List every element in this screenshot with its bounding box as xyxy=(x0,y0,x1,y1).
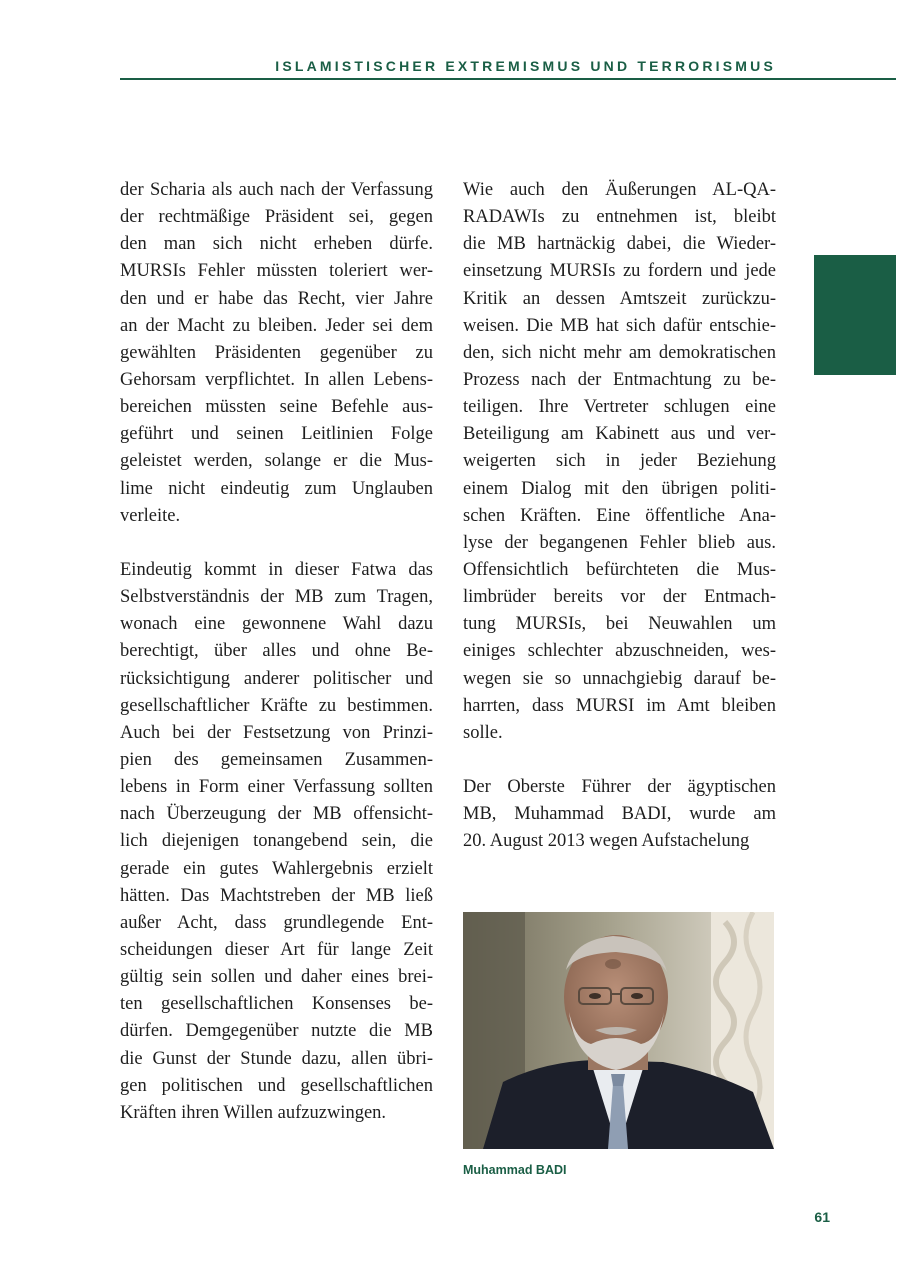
text-line: pien des gemeinsamen Zusammen- xyxy=(120,749,433,770)
text-line: nach Überzeugung der MB offensicht- xyxy=(120,804,433,825)
text-line: rücksichtigung anderer politischer und xyxy=(120,668,433,689)
text-line: Prozess nach der Entmachtung zu be- xyxy=(463,369,776,390)
text-line: geführt und seinen Leitlinien Folge xyxy=(120,424,433,445)
text-line: gen politischen und gesellschaftlichen xyxy=(120,1075,433,1096)
photo-caption: Muhammad BADI xyxy=(463,1163,567,1177)
text-line: RADAWIs zu entnehmen ist, bleibt xyxy=(463,207,776,228)
text-line: MB, Muhammad BADI, wurde am xyxy=(463,804,776,825)
text-line: dürfen. Demgegenüber nutzte die MB xyxy=(120,1021,433,1042)
text-line: bereichen müssten seine Befehle aus- xyxy=(120,397,433,418)
running-header-title: ISLAMISTISCHER EXTREMISMUS UND TERRORISMUS xyxy=(275,58,776,74)
text-line: Wie auch den Äußerungen AL-QA- xyxy=(463,180,776,200)
text-line: hätten. Das Machtstreben der MB ließ xyxy=(120,885,433,906)
text-line: lebens in Form einer Verfassung sollten xyxy=(120,777,433,798)
text-line: lich diejenigen tonangebend sein, die xyxy=(120,831,433,852)
text-line: berechtigt, über alles und ohne Be- xyxy=(120,641,433,662)
text-line: schen Kräften. Eine öffentliche Ana- xyxy=(463,505,776,526)
text-line: MURSIs Fehler müssten toleriert wer- xyxy=(120,261,433,282)
text-line: Der Oberste Führer der ägyptischen xyxy=(463,777,776,798)
text-line: wegen sie so unnachgiebig darauf be- xyxy=(463,668,776,689)
text-line: gesellschaftlicher Kräfte zu bestimmen. xyxy=(120,695,433,716)
text-line: weisen. Die MB hat sich dafür entschie- xyxy=(463,315,776,336)
text-line: harrten, dass MURSI im Amt bleiben xyxy=(463,695,776,716)
text-line: den und er habe das Recht, vier Jahre xyxy=(120,288,433,309)
text-line: einiges schlechter abzuschneiden, wes- xyxy=(463,641,776,662)
text-line: solle. xyxy=(463,722,503,743)
text-line: Offensichtlich befürchteten die Mus- xyxy=(463,559,776,580)
right-text-column xyxy=(463,177,776,856)
text-line: lyse der begangenen Fehler blieb aus. xyxy=(463,532,776,553)
chapter-tab-marker xyxy=(814,255,896,375)
text-line: verleite. xyxy=(120,505,181,526)
text-line: einem Dialog mit den übrigen politi- xyxy=(463,478,776,499)
text-line: außer Acht, dass grundlegende Ent- xyxy=(120,912,433,933)
text-line: einsetzung MURSIs zu fordern und jede xyxy=(463,261,776,282)
text-line: weigerten sich in jeder Beziehung xyxy=(463,451,776,472)
text-line: tung MURSIs, bei Neuwahlen um xyxy=(463,614,776,635)
text-line: Kritik an dessen Amtszeit zurückzu- xyxy=(463,288,776,309)
paragraph-gap xyxy=(120,530,433,557)
text-line: Auch bei der Festsetzung von Prinzi- xyxy=(120,722,433,743)
paragraph-gap xyxy=(463,747,776,774)
text-line: limbrüder bereits vor der Entmach- xyxy=(463,587,776,608)
text-line: gewählten Präsidenten gegenüber zu xyxy=(120,342,433,363)
header-rule xyxy=(120,78,896,80)
page-number: 61 xyxy=(814,1209,830,1225)
text-line: den, sich nicht mehr am demokratischen xyxy=(463,342,776,363)
text-line: lime nicht eindeutig zum Unglauben xyxy=(120,478,433,499)
text-line: ten gesellschaftlichen Konsenses be- xyxy=(120,994,433,1015)
text-line: teiligen. Ihre Vertreter schlugen eine xyxy=(463,397,776,418)
text-line: der Scharia als auch nach der Verfassung xyxy=(120,180,433,200)
text-line: Selbstverständnis der MB zum Tragen, xyxy=(120,587,433,608)
left-text-column xyxy=(120,177,433,1127)
text-line: Beteiligung am Kabinett aus und ver- xyxy=(463,424,776,445)
portrait-photo xyxy=(463,912,774,1149)
text-line: gerade ein gutes Wahlergebnis erzielt xyxy=(120,858,433,879)
text-line: gültig sein sollen und daher eines brei- xyxy=(120,967,433,988)
text-line: Gehorsam verpflichtet. In allen Lebens- xyxy=(120,369,433,390)
text-line: geleistet werden, solange er die Mus- xyxy=(120,451,433,472)
text-line: die MB hartnäckig dabei, die Wieder- xyxy=(463,234,776,255)
text-line: der rechtmäßige Präsident sei, gegen xyxy=(120,207,433,228)
text-line: wonach eine gewonnene Wahl dazu xyxy=(120,614,433,635)
text-line: die Gunst der Stunde dazu, allen übri- xyxy=(120,1048,433,1069)
text-line: scheidungen dieser Art für lange Zeit xyxy=(120,939,433,960)
text-line: 20. August 2013 wegen Aufstachelung xyxy=(463,831,750,852)
text-line: an der Macht zu bleiben. Jeder sei dem xyxy=(120,315,433,336)
text-line: Kräften ihren Willen aufzuzwingen. xyxy=(120,1102,387,1123)
text-line: den man sich nicht erheben dürfe. xyxy=(120,234,433,255)
text-line: Eindeutig kommt in dieser Fatwa das xyxy=(120,559,433,580)
